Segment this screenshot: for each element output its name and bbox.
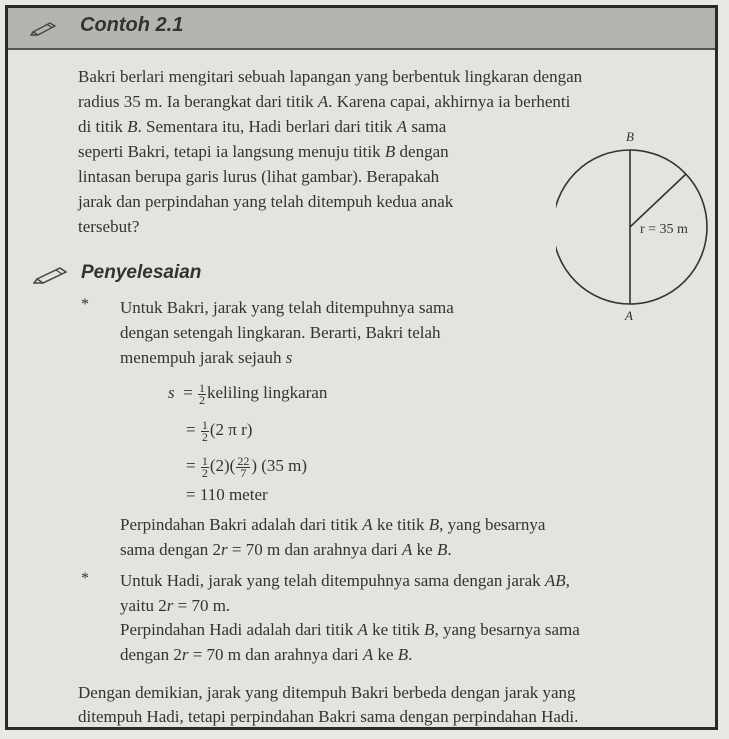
equation-line: = $\frac{1}{2}$ (2 π r) xyxy=(186,417,253,444)
fraction-half: $\frac{1}{2}$ xyxy=(201,417,208,444)
solution-line: Untuk Hadi, jarak yang telah ditempuhnya sama dengan jarak AB, xyxy=(120,571,570,590)
radius-line xyxy=(630,174,686,227)
conclusion-line: Dengan demikian, jarak yang ditempuh Bakri berbeda dengan jarak yang xyxy=(78,683,576,702)
equation-line: = 110 meter xyxy=(186,485,268,504)
problem-line: jarak dan perpindahan yang telah ditempuh kedua anak xyxy=(78,192,454,211)
pencil-icon xyxy=(30,20,58,36)
problem-line: seperti Bakri, tetapi ia langsung menuju titik B dengan xyxy=(78,142,449,161)
example-box xyxy=(5,5,718,730)
fraction-22-7: $\frac{22}{7}$ xyxy=(237,453,250,480)
solution-line: yaitu 2r = 70 m. xyxy=(120,596,231,615)
radius-label: r = 35 m xyxy=(640,222,688,237)
solution-line: dengan setengah lingkaran. Berarti, Bakri telah xyxy=(120,323,441,342)
label-a: A xyxy=(625,308,633,323)
bullet-marker: * xyxy=(81,296,89,313)
problem-line: lintasan berupa garis lurus (lihat gambar). Berapakah xyxy=(78,167,440,186)
solution-title: Penyelesaian xyxy=(81,262,202,283)
circle-diagram xyxy=(556,128,716,328)
example-title: Contoh 2.1 xyxy=(80,14,184,36)
fraction-half: $\frac{1}{2}$ xyxy=(198,380,205,407)
example-header xyxy=(8,8,715,50)
equation-line: s = $\frac{1}{2}$ keliling lingkaran xyxy=(168,380,328,407)
solution-line: Untuk Bakri, jarak yang telah ditempuhnya sama xyxy=(120,298,454,317)
label-b: B xyxy=(626,129,634,144)
equation-line: = $\frac{1}{2}$ (2)( $\frac{22}{7}$ ) (35 m) xyxy=(186,453,308,480)
solution-line: Perpindahan Hadi adalah dari titik A ke titik B, yang besarnya sama xyxy=(120,620,580,639)
fraction-half: $\frac{1}{2}$ xyxy=(201,453,208,480)
pencil-icon xyxy=(33,264,71,284)
solution-line: sama dengan 2r = 70 m dan arahnya dari A ke B. xyxy=(120,540,452,559)
problem-line: di titik B. Sementara itu, Hadi berlari dari titik A sama xyxy=(78,117,447,136)
solution-line: menempuh jarak sejauh s xyxy=(120,348,293,367)
solution-line: Perpindahan Bakri adalah dari titik A ke titik B, yang besarnya xyxy=(120,515,546,534)
problem-line: tersebut? xyxy=(78,217,140,236)
solution-line: dengan 2r = 70 m dan arahnya dari A ke B. xyxy=(120,645,413,664)
problem-line: Bakri berlari mengitari sebuah lapangan yang berbentuk lingkaran dengan xyxy=(78,67,583,86)
conclusion-line: ditempuh Hadi, tetapi perpindahan Bakri sama dengan perpindahan Hadi. xyxy=(78,707,579,726)
problem-line: radius 35 m. Ia berangkat dari titik A. Karena capai, akhirnya ia berhenti xyxy=(78,92,571,111)
bullet-marker: * xyxy=(81,570,89,587)
